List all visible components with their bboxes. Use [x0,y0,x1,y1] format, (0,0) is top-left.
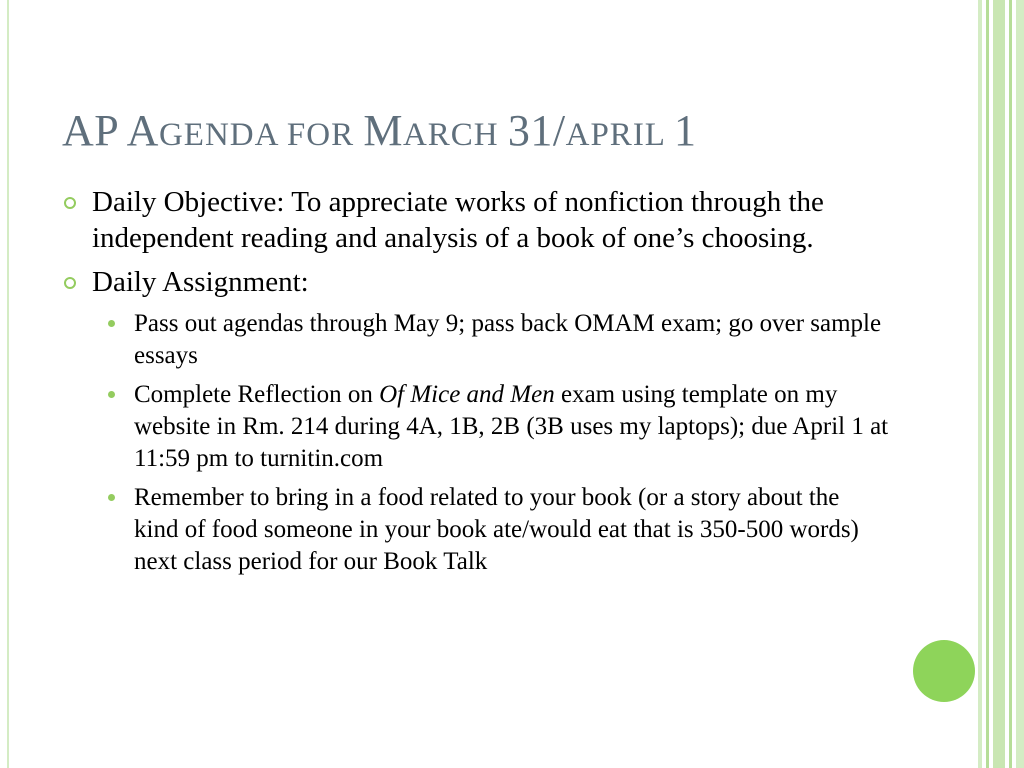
title-segment: AP A [62,106,159,155]
slide-content [62,184,892,585]
ring-bullet-icon [64,277,76,289]
title-segment: APRIL [565,117,674,153]
bullet-text: Daily Objective: To appreciate works of nonfiction through the independent reading and analysis of a book of one’s choosing. [92,186,824,254]
subbullet-text: exam using template on my website in Rm. 214 during 4A, 1B, 2B (3B uses my laptops); due April 1 at 11:59 pm to turnitin.com [134,381,889,472]
title-segment: GENDA FOR [158,117,364,153]
bullet-daily-objective [62,184,892,256]
subbullet-text: Pass out agendas through May 9; pass back OMAM exam; go over sample essays [134,310,882,369]
decorative-green-circle [913,640,975,702]
border-stripe [1009,0,1012,768]
border-stripe [993,0,1005,768]
right-decorative-border [978,0,1024,768]
subbullet-reflection [134,379,889,475]
subbullet-agendas [134,308,889,372]
subbullet-food-reminder [134,482,889,578]
subbullet-text: Complete Reflection on [134,381,380,408]
slide-title [62,104,942,162]
title-segment: ARCH [402,117,508,153]
dot-bullet-icon [108,391,115,398]
bullet-text: Daily Assignment: [92,266,309,298]
title-segment: 31/ [507,106,566,155]
subbullet-text: Remember to bring in a food related to your book (or a story about the kind of food someone in your book ate/would eat that is 350-500 words) next class period for our Book Talk [134,484,859,575]
left-border-rule [7,0,9,768]
dot-bullet-icon [108,320,115,327]
dot-bullet-icon [108,494,115,501]
book-title-italic: Of Mice and Men [379,381,555,408]
border-stripe [978,0,982,768]
title-segment: M [363,106,403,155]
border-stripe [986,0,989,768]
ring-bullet-icon [64,197,76,209]
border-stripe [1016,0,1024,768]
bullet-daily-assignment [62,264,892,300]
title-segment: 1 [674,106,697,155]
